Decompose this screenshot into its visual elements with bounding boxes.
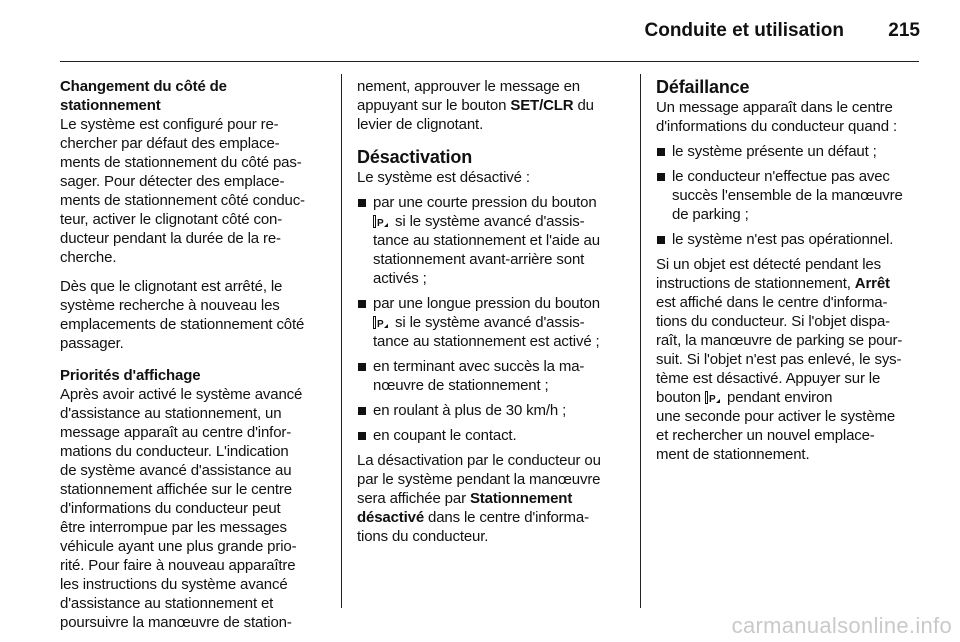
section-heading: Désactivation <box>357 147 473 167</box>
bullet-icon <box>358 300 366 308</box>
svg-text:P: P <box>377 218 384 228</box>
bullet-icon <box>358 199 366 207</box>
section-heading: Changement du côté de <box>60 78 227 95</box>
paragraph: nement, approuver le message en appuyant sur le bouton SET/CLR du levier de clignotant. <box>357 78 594 133</box>
column-2 <box>357 77 629 546</box>
paragraph: Le système est désactivé : <box>357 169 530 186</box>
column-1 <box>60 77 330 632</box>
column-divider <box>341 74 342 608</box>
parking-assist-icon <box>373 215 389 228</box>
watermark: carmanualsonline.info <box>731 613 952 638</box>
list-item: le système n'est pas opérationnel. <box>656 230 924 249</box>
bullet-icon <box>358 363 366 371</box>
bullet-icon <box>657 173 665 181</box>
list-item: en terminant avec succès la ma- nœuvre de stationnement ; <box>357 357 629 395</box>
paragraph: Un message apparaît dans le centre d'informations du conducteur quand : <box>656 99 897 135</box>
display-message: Stationnement <box>469 490 573 507</box>
page-title: Conduite et utilisation <box>644 20 844 41</box>
parking-assist-icon <box>373 316 389 329</box>
list-item: par une courte pression du bouton P si le système avancé d'assis- tance au stationnement et l'aide au stationnement avant-arrière sont activés ; <box>357 193 629 288</box>
parking-assist-icon <box>705 391 721 404</box>
column-divider <box>640 74 641 608</box>
button-name: SET/CLR <box>510 97 574 114</box>
section-heading: stationnement <box>60 97 161 114</box>
svg-text:P: P <box>709 394 716 404</box>
page-number: 215 <box>888 20 920 41</box>
bullet-icon <box>657 148 665 156</box>
bullet-icon <box>358 407 366 415</box>
section-heading: Défaillance <box>656 77 750 97</box>
list-item: le système présente un défaut ; <box>656 142 924 161</box>
section-heading: Priorités d'affichage <box>60 367 201 384</box>
list-item: en roulant à plus de 30 km/h ; <box>357 401 629 420</box>
bullet-icon <box>657 236 665 244</box>
display-message: Arrêt <box>854 275 890 292</box>
paragraph: Si un objet est détecté pendant les instructions de stationnement, Arrêt est affiché dans le centre d'informa- tions du conducteur. Si l'objet dispa- raît, la manœuvre de parking se pour- suit. Si l'objet n'est pas enlevé, le sys- tème est désactivé. Appuyer sur le bouton P pendant environ une seconde pour activer le système et rechercher un nouvel emplace- ment de stationnement. <box>656 256 903 463</box>
bullet-icon <box>358 432 366 440</box>
display-message: désactivé <box>357 509 425 526</box>
list-item: le conducteur n'effectue pas avec succès l'ensemble de la manœuvre de parking ; <box>656 167 924 224</box>
list-item: en coupant le contact. <box>357 426 629 445</box>
column-3 <box>656 77 924 464</box>
header-divider <box>60 61 919 62</box>
paragraph: Après avoir activé le système avancé d'assistance au stationnement, un message apparaît au centre d'infor- mations du conducteur. L'indication de système avancé d'assistance au stationnement affichée sur le centre d'informations du conducteur peut être interrompue par les messages véhicule ayant une plus grande prio- rité. Pour faire à nouveau apparaître les instructions du système avancé d'assistance au stationnement et poursuivre la manœuvre de station- <box>60 386 303 631</box>
paragraph: Dès que le clignotant est arrêté, le système recherche à nouveau les emplacements de stationnement côté passager. <box>60 278 305 352</box>
paragraph: Le système est configuré pour re- chercher par défaut des emplace- ments de stationnement du côté pas- sager. Pour détecter des emplace- ments de stationnement côté conduc- teur, activer le clignotant côté con- ducteur pendant la durée de la re- cherche. <box>60 116 305 266</box>
list-item: par une longue pression du bouton P si le système avancé d'assis- tance au stationnement est activé ; <box>357 294 629 351</box>
svg-text:P: P <box>377 319 384 329</box>
paragraph: La désactivation par le conducteur ou par le système pendant la manœuvre sera affichée par Stationnement désactivé dans le centre d'informa- tions du conducteur. <box>357 452 601 545</box>
